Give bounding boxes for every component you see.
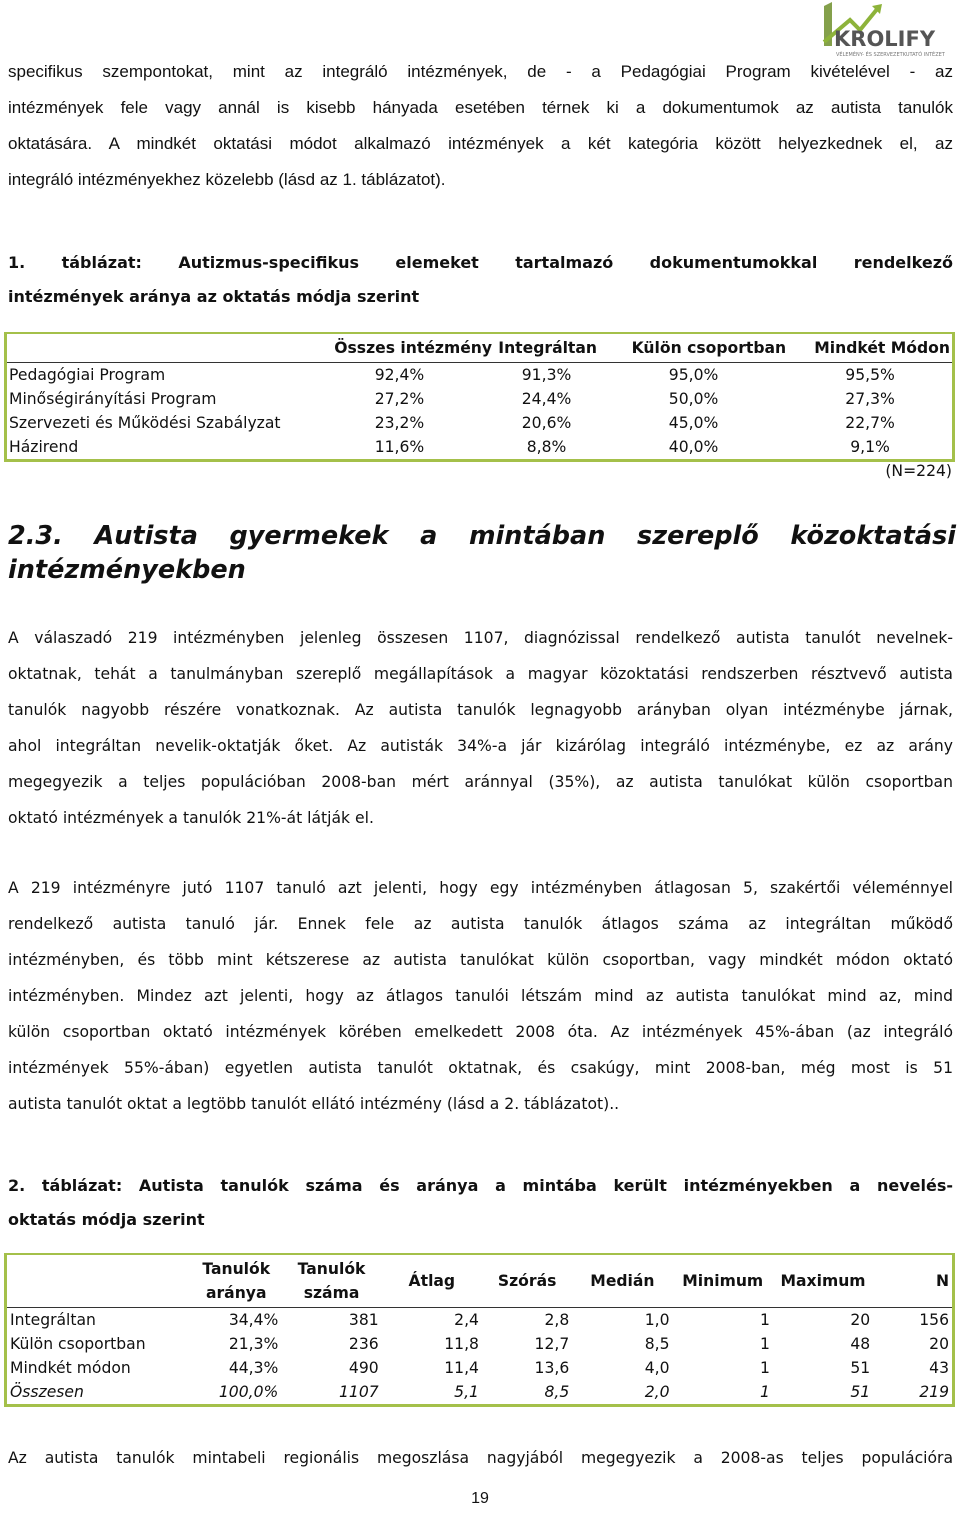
table-cell: 13,6 <box>534 1359 570 1377</box>
table-cell: 1107 <box>281 1380 381 1406</box>
table-cell: 2,0 <box>572 1380 672 1406</box>
table2-caption-line: 2. táblázat: Autista tanulók száma és aránya a mintába került intézményekben a nevelés- <box>8 1176 953 1195</box>
paragraph-line: oktató intézmények a tanulók 21%-át látják el. <box>8 809 374 827</box>
paragraph-line: tanulók nagyobb részére vonatkoznak. Az autista tanulók legnagyobb arányban olyan intézménybe járnak, <box>8 701 953 719</box>
table-cell: 44,3% <box>228 1359 279 1377</box>
table-cell: 45,0% <box>668 414 719 432</box>
paragraph-line: intézmények 55%-ában) egyetlen autista tanulót oktatnak, és csakúgy, mint 2008-ban, még most is 51 <box>8 1059 953 1077</box>
table-cell: 381 <box>348 1311 379 1329</box>
table-cell: 51 <box>773 1380 873 1406</box>
paragraph-line: intézményben, és több mint kétszerese az autista tanulókat külön csoportban, vagy mindkét módon oktató <box>8 951 953 969</box>
table2-header: Minimum <box>682 1272 764 1290</box>
logo-brand: KROLIFY <box>834 27 936 51</box>
table-row <box>6 1356 954 1380</box>
table1-header: Összes intézmény <box>334 339 493 357</box>
table-cell: 219 <box>873 1380 953 1406</box>
table-cell: 50,0% <box>668 390 719 408</box>
row-label: Integráltan <box>10 1311 96 1329</box>
table1-header: Mindkét Módon <box>814 339 950 357</box>
paragraph-line: oktatnak, tehát a tanulmányban szereplő megállapítások a magyar közoktatási rendszerben résztvevő autista <box>8 665 953 683</box>
table2-header: Tanulók száma <box>297 1260 366 1302</box>
table-cell: 22,7% <box>845 414 895 432</box>
table-row <box>6 363 954 388</box>
intro-line: integráló intézményekhez közelebb (lásd az 1. táblázatot). <box>8 170 446 189</box>
table-cell: 27,2% <box>374 390 425 408</box>
table-cell: 95,0% <box>668 366 719 384</box>
row-label: Külön csoportban <box>10 1335 146 1353</box>
table1-header: Integráltan <box>498 339 598 357</box>
table-cell: 11,6% <box>374 438 425 456</box>
table-cell: 1 <box>759 1311 770 1329</box>
table-cell: 1 <box>759 1359 770 1377</box>
table-cell: 1,0 <box>644 1311 670 1329</box>
page-number: 19 <box>471 1490 489 1507</box>
paragraph-line: ahol integráltan nevelik-oktatják őket. Az autisták 34%-a jár kizárólag integráló intézménybe, ez az arány <box>8 737 953 755</box>
table2-caption <box>8 1169 953 1237</box>
intro-line: specifikus szempontokat, mint az integráló intézmények, de - a Pedagógiai Program kivételével - az <box>8 62 953 81</box>
table-row <box>6 387 954 411</box>
table1-caption-line: intézmények aránya az oktatás módja szerint <box>8 287 420 306</box>
table-row <box>6 435 954 461</box>
row-label: Összesen <box>6 1380 192 1406</box>
section-heading <box>8 519 956 587</box>
table-cell: 1 <box>673 1380 773 1406</box>
section-heading-line: intézményekben <box>8 555 246 585</box>
paragraph-2 <box>8 870 953 1122</box>
table-cell: 5,1 <box>382 1380 482 1406</box>
table-cell: 8,8% <box>526 438 567 456</box>
table-cell: 34,4% <box>228 1311 279 1329</box>
table2-header: Átlag <box>408 1272 456 1290</box>
closing-paragraph <box>8 1440 953 1476</box>
table1-header: Külön csoportban <box>631 339 787 357</box>
table2-header: Szórás <box>497 1272 557 1290</box>
table1-caption <box>8 246 953 314</box>
table-cell: 40,0% <box>668 438 719 456</box>
intro-line: oktatására. A mindkét oktatási módot alkalmazó intézmények a két kategória között helyezkednek el, az <box>8 134 953 153</box>
section-heading-line: 2.3. Autista gyermekek a mintában szereplő közoktatási <box>8 521 956 551</box>
paragraph-line: külön csoportban oktató intézmények körében emelkedett 2008 óta. Az intézmények 45%-ában (az integráló <box>8 1023 953 1041</box>
logo-mark <box>820 0 955 60</box>
table-cell: 2,8 <box>544 1311 570 1329</box>
table-cell: 95,5% <box>845 366 895 384</box>
table-cell: 9,1% <box>850 438 890 456</box>
table-cell: 100,0% <box>191 1380 281 1406</box>
table-cell: 51 <box>850 1359 871 1377</box>
row-label: Minőségirányítási Program <box>9 390 217 408</box>
table-cell: 24,4% <box>521 390 572 408</box>
table1-header <box>6 333 305 363</box>
table1-header-row <box>6 333 954 363</box>
table-cell: 27,3% <box>845 390 895 408</box>
row-label: Házirend <box>9 438 79 456</box>
row-label: Szervezeti és Működési Szabályzat <box>9 414 281 432</box>
table-cell: 23,2% <box>374 414 425 432</box>
table2 <box>4 1253 955 1407</box>
table-cell: 156 <box>919 1311 949 1329</box>
paragraph-line: autista tanulót oktat a legtöbb tanulót ellátó intézmény (lásd a 2. táblázatot).. <box>8 1095 620 1113</box>
paragraph-line: A válaszadó 219 intézményben jelenleg összesen 1107, diagnózissal rendelkező autista tanulót nevelnek- <box>8 629 953 647</box>
row-label: Mindkét módon <box>10 1359 131 1377</box>
table-cell: 8,5 <box>644 1335 670 1353</box>
table-cell: 490 <box>348 1359 379 1377</box>
table2-header: N <box>935 1272 949 1290</box>
table-cell: 20 <box>850 1311 871 1329</box>
table2-header <box>6 1254 192 1308</box>
paragraph-1 <box>8 620 953 836</box>
logo-tagline: VÉLEMÉNY- ÉS SZERVEZETKUTATÓ INTÉZET <box>836 52 945 58</box>
table-cell: 12,7 <box>534 1335 570 1353</box>
table2-header: Maximum <box>780 1272 866 1290</box>
table2-header: Tanulók aránya <box>202 1260 271 1302</box>
table-cell: 91,3% <box>521 366 572 384</box>
intro-paragraph <box>8 54 953 198</box>
table-cell: 43 <box>929 1359 949 1377</box>
krolify-logo <box>820 0 955 60</box>
table1 <box>4 332 955 462</box>
table-cell: 48 <box>850 1335 871 1353</box>
table-row <box>6 411 954 435</box>
table-cell: 4,0 <box>644 1359 670 1377</box>
table-cell: 8,5 <box>482 1380 572 1406</box>
table-cell: 20 <box>929 1335 949 1353</box>
table-row <box>6 1308 954 1333</box>
table-cell: 1 <box>759 1335 770 1353</box>
table-cell: 20,6% <box>521 414 572 432</box>
table1-note: (N=224) <box>885 462 952 480</box>
paragraph-line: A 219 intézményre jutó 1107 tanuló azt jelenti, hogy egy intézményben átlagosan 5, szakértői véleménnyel <box>8 879 953 897</box>
paragraph-line: megegyezik a teljes populációban 2008-ban mért aránnyal (35%), az autista tanulókat külön csoportban <box>8 773 953 791</box>
table-cell: 2,4 <box>454 1311 479 1329</box>
table-cell: 236 <box>348 1335 379 1353</box>
table-cell: 11,4 <box>444 1359 479 1377</box>
table2-header-row <box>6 1254 954 1308</box>
table2-caption-line: oktatás módja szerint <box>8 1210 205 1229</box>
table-cell: 21,3% <box>228 1335 279 1353</box>
table-total-row <box>6 1380 954 1406</box>
table2-header: Medián <box>590 1272 655 1290</box>
paragraph-line: rendelkező autista tanuló jár. Ennek fele az autista tanulók átlagos száma az integráltan működő <box>8 915 953 933</box>
paragraph-line: Az autista tanulók mintabeli regionális megoszlása nagyjából megegyezik a 2008-as teljes populációra <box>8 1449 953 1467</box>
paragraph-line: intézményben. Mindez azt jelenti, hogy az átlagos tanulói létszám mind az autista tanulókat mind az, mind <box>8 987 953 1005</box>
intro-line: intézmények fele vagy annál is kisebb hányada esetében térnek ki a dokumentumok az autista tanulók <box>8 98 953 117</box>
table1-caption-line: 1. táblázat: Autizmus-specifikus elemeket tartalmazó dokumentumokkal rendelkező <box>8 253 953 272</box>
table-row <box>6 1332 954 1356</box>
table-cell: 92,4% <box>374 366 425 384</box>
table-cell: 11,8 <box>444 1335 479 1353</box>
row-label: Pedagógiai Program <box>9 366 166 384</box>
